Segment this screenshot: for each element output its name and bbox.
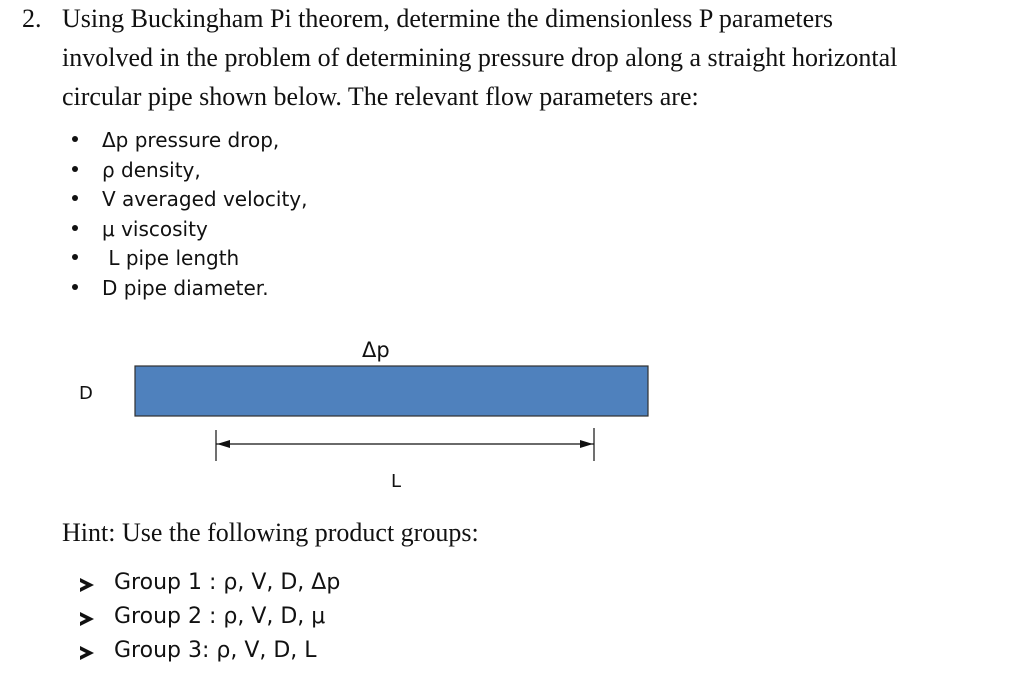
pressure-drop-label: Δp [362, 338, 390, 362]
parameter-text: D pipe diameter. [102, 275, 269, 300]
arrow-bullet-icon [80, 646, 94, 660]
bullet-icon [72, 166, 78, 172]
length-left-arrowhead [217, 440, 230, 448]
length-label: L [391, 471, 402, 492]
bullet-icon [72, 284, 78, 290]
parameter-text: ρ density, [102, 157, 201, 182]
group-text: Group 2 : ρ, V, D, μ [114, 604, 326, 629]
parameter-text: L pipe length [102, 246, 240, 270]
arrow-bullet-icon [80, 578, 94, 592]
bullet-icon [72, 225, 78, 231]
group-text: Group 1 : ρ, V, D, Δp [114, 570, 341, 595]
pipe-body [135, 366, 648, 416]
bullet-icon [72, 195, 78, 201]
question-line-2: involved in the problem of determining pressure drop along a straight horizontal [62, 43, 898, 72]
question-line-3: circular pipe shown below. The relevant flow parameters are: [62, 82, 699, 111]
group-text: Group 3: ρ, V, D, L [114, 638, 317, 663]
arrow-bullet-icon [80, 612, 94, 626]
length-right-arrowhead [580, 440, 593, 448]
parameter-text: Δp pressure drop, [102, 128, 280, 152]
question-number: 2. [22, 4, 42, 33]
question-line-1: Using Buckingham Pi theorem, determine the dimensionless P parameters [62, 4, 833, 33]
diameter-label: D [79, 383, 93, 404]
bullet-icon [72, 136, 78, 142]
bullet-icon [72, 254, 78, 260]
hint-text: Hint: Use the following product groups: [62, 518, 479, 547]
parameter-text: μ viscosity [102, 216, 208, 241]
parameter-text: V averaged velocity, [102, 187, 308, 211]
